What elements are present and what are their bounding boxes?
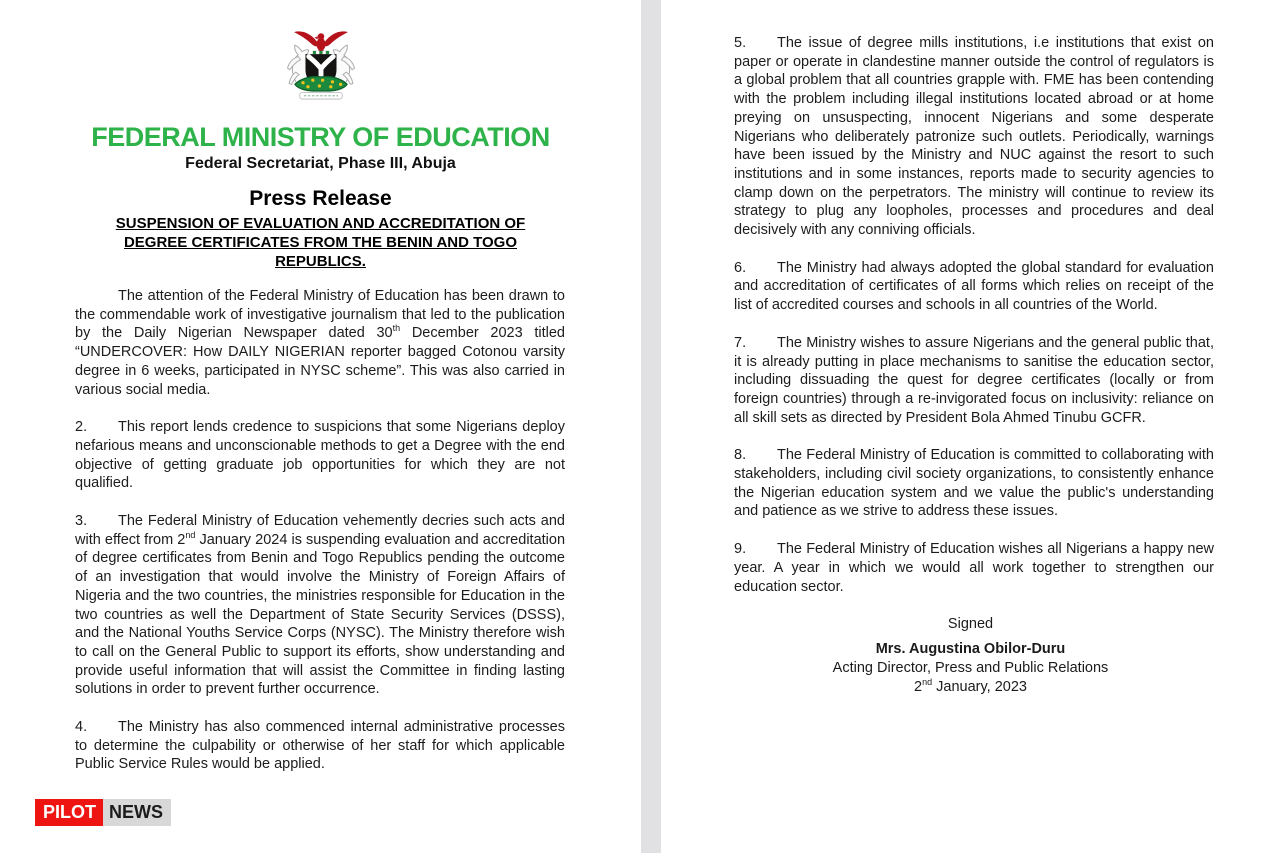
paragraph: 9. The Federal Ministry of Education wishes all Nigerians a happy new year. A year in which we would all work together to strengthen our education sector. — [734, 541, 1214, 595]
paragraph: 5. The issue of degree mills institutions, i.e institutions that exist on paper or operate in clandestine manner outside the control of regulators is a global problem that all countries grapple with. FME has been contending with the problem including illegal institutions located abroad or at home preying on unsuspecting, innocent Nigerians and some desperate Nigerians who deliberately patronize such outlets. Periodically, warnings have been issued by the Ministry and NUC against the resort to such institutions and in some instances, reports made to security agencies to clamp down on the perpetrators. The ministry will continue to review its strategy to plug any loopholes, processes and procedures and deal decisively with any conniving officials. — [734, 35, 1214, 239]
left-page-body — [0, 271, 641, 774]
document-header — [0, 0, 641, 271]
paragraph-number: 4. — [75, 719, 88, 736]
paragraph-number: 3. — [75, 513, 88, 530]
paragraph: 4. The Ministry has also commenced internal administrative processes to determine the culpability or otherwise of her staff for which applicable Public Service Rules would be applied. — [75, 719, 565, 773]
page-right — [661, 0, 1280, 853]
paragraph: The attention of the Federal Ministry of Education has been drawn to the commendable work of investigative journalism that led to the publication by the Daily Nigerian Newspaper dated 30th December 2023 titled “UNDERCOVER: How DAILY NIGERIAN reporter bagged Cotonou varsity degree in 6 weeks, participated in NYSC scheme”. This was also carried in various social media. — [75, 288, 565, 398]
right-page-body — [661, 0, 1280, 596]
paragraph: 8. The Federal Ministry of Education is committed to collaborating with stakeholders, including civil society organizations, to consistently enhance the Nigerian education system and we value the public's understanding and patience as we strive to address these issues. — [734, 447, 1214, 520]
paragraph-number: 9. — [734, 541, 747, 558]
signature-date: 2nd January, 2023 — [914, 677, 1027, 696]
press-release-heading: Press Release — [249, 187, 392, 210]
pilot-news-logo-part2: NEWS — [103, 799, 171, 826]
paragraph-number: 7. — [734, 334, 747, 351]
nigeria-coat-of-arms-icon — [272, 24, 370, 112]
signatory-title: Acting Director, Press and Public Relations — [832, 660, 1109, 677]
paragraph: 7. The Ministry wishes to assure Nigerians and the general public that, it is already putting in place mechanisms to sanitise the education sector, including dissuading the quest for degree certificates (locally or from foreign countries) through a re-invigorated focus on inclusivity: reliance on all skill sets as directed by President Bola Ahmed Tinubu GCFR. — [734, 334, 1214, 426]
paragraph: 2. This report lends credence to suspicions that some Nigerians deploy nefarious means and unconscionable methods to get a Degree with the end objective of getting graduate job opportunities for which they are not qualified. — [75, 419, 565, 492]
paragraph-number: 2. — [75, 419, 88, 436]
paragraph-number: 5. — [734, 35, 747, 51]
ministry-name: FEDERAL MINISTRY OF EDUCATION — [91, 122, 550, 152]
title-line: DEGREE CERTIFICATES FROM THE BENIN AND TOGO — [123, 234, 518, 251]
title-line: SUSPENSION OF EVALUATION AND ACCREDITATION OF — [115, 215, 526, 232]
paragraph-number: 6. — [734, 259, 747, 276]
paragraph-number: 8. — [734, 447, 747, 464]
pilot-news-logo — [35, 799, 171, 826]
paragraph: 3. The Federal Ministry of Education vehemently decries such acts and with effect from 2nd January 2024 is suspending evaluation and accreditation of degree certificates from Benin and Togo Republics pending the outcome of an investigation that would involve the Ministry of Foreign Affairs of Nigeria and the two countries, the ministries responsible for Education in the two countries as well the Department of State Security Services (DSSS), and the National Youths Service Corps (NYSC). The Ministry therefore wish to call on the General Public to support its efforts, show understanding and provide useful information that will assist the Committee in finding lasting solutions in order to prevent further occurrence. — [75, 513, 566, 698]
signatory-name: Mrs. Augustina Obilor-Duru — [875, 641, 1066, 658]
signed-label: Signed — [947, 616, 994, 633]
document-title — [0, 214, 641, 271]
title-line: REPUBLICS. — [275, 253, 366, 270]
signature-block — [661, 615, 1280, 697]
paragraph: 6. The Ministry had always adopted the global standard for evaluation and accreditation of certificates of all forms which relies on receipt of the list of accredited courses and schools in all countries of the World. — [734, 259, 1214, 314]
pilot-news-logo-part1: PILOT — [35, 799, 103, 826]
ministry-address: Federal Secretariat, Phase III, Abuja — [185, 155, 456, 172]
page-gap-divider — [641, 0, 661, 853]
